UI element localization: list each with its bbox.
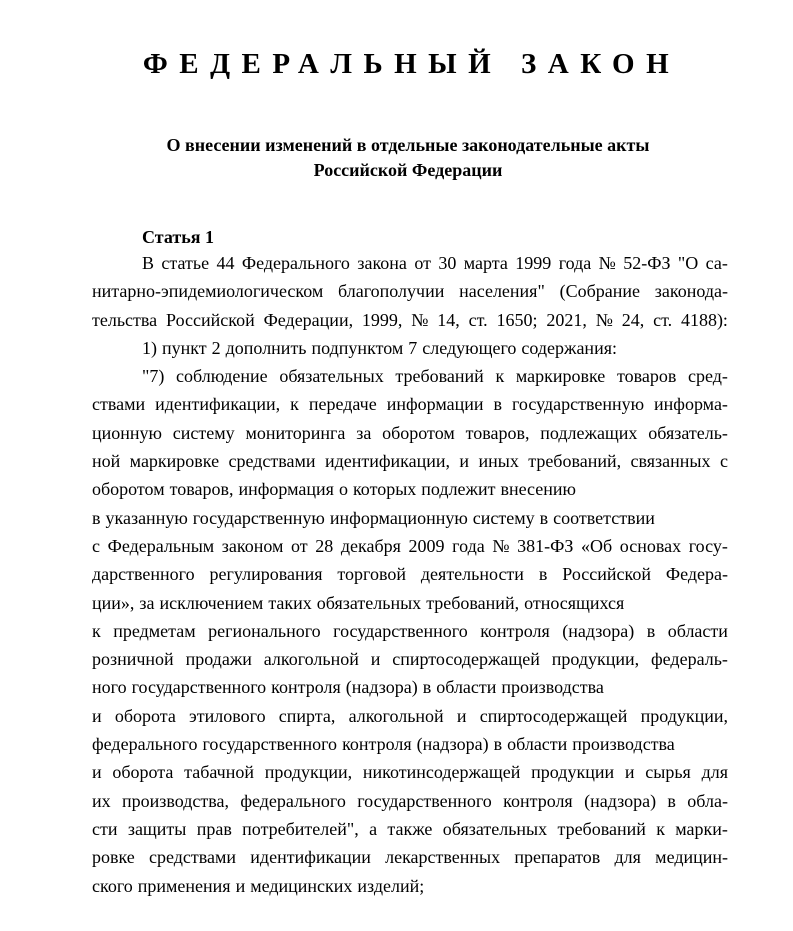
body-line: сти защиты прав потребителей", а также обязательных требований к марки- <box>92 818 728 839</box>
body-line: дарственного регулирования торговой деятельности в Российской Федера- <box>92 564 728 585</box>
body-line: и оборота табачной продукции, никотинсодержащей продукции и сырья для <box>92 762 728 783</box>
subtitle-line: О внесении изменений в отдельные законодательные акты <box>166 135 650 155</box>
body-line: и оборота этилового спирта, алкогольной и спиртосодержащей продукции, <box>92 705 728 726</box>
body-line: к предметам регионального государственного контроля (надзора) в области <box>92 620 728 641</box>
body-line: федерального государственного контроля (надзора) в области производства <box>92 734 675 755</box>
body-line: с Федеральным законом от 28 декабря 2009 года № 381-ФЗ «Об основах госу- <box>92 535 728 556</box>
body-line: ровке средствами идентификации лекарственных препаратов для медицин- <box>92 847 728 868</box>
article-heading: Статья 1 <box>142 227 214 247</box>
body-line: В статье 44 Федерального закона от 30 марта 1999 года № 52-ФЗ "О са- <box>142 253 728 273</box>
body-line: ного государственного контроля (надзора) в области производства <box>92 677 604 698</box>
law-subtitle <box>0 133 793 183</box>
article-body <box>92 249 728 900</box>
body-line: ствами идентификации, к передаче информации в государственную информа- <box>92 394 728 415</box>
body-line: ского применения и медицинских изделий; <box>92 875 425 896</box>
body-line: "7) соблюдение обязательных требований к маркировке товаров сред- <box>142 366 728 387</box>
body-line: в указанную государственную информационную систему в соответствии <box>92 507 655 528</box>
body-line: оборотом товаров, информация о которых подлежит внесению <box>92 479 576 500</box>
body-line: ции», за исключением таких обязательных требований, относящихся <box>92 592 625 613</box>
body-line: розничной продажи алкогольной и спиртосодержащей продукции, федераль- <box>92 649 728 670</box>
body-line: ционную систему мониторинга за оборотом товаров, подлежащих обязатель- <box>92 422 728 443</box>
subtitle-line: Российской Федерации <box>313 160 503 180</box>
body-line: ной маркировке средствами идентификации, и иных требований, связанных с <box>92 451 728 472</box>
law-title: ФЕДЕРАЛЬНЫЙ ЗАКОН <box>142 48 681 80</box>
body-line: их производства, федерального государственного контроля (надзора) в обла- <box>92 790 728 811</box>
body-line: 1) пункт 2 дополнить подпунктом 7 следующего содержания: <box>142 337 617 358</box>
body-line: тельства Российской Федерации, 1999, № 14, ст. 1650; 2021, № 24, ст. 4188): <box>92 309 728 330</box>
body-line: нитарно-эпидемиологическом благополучии населения" (Собрание законода- <box>92 281 728 302</box>
